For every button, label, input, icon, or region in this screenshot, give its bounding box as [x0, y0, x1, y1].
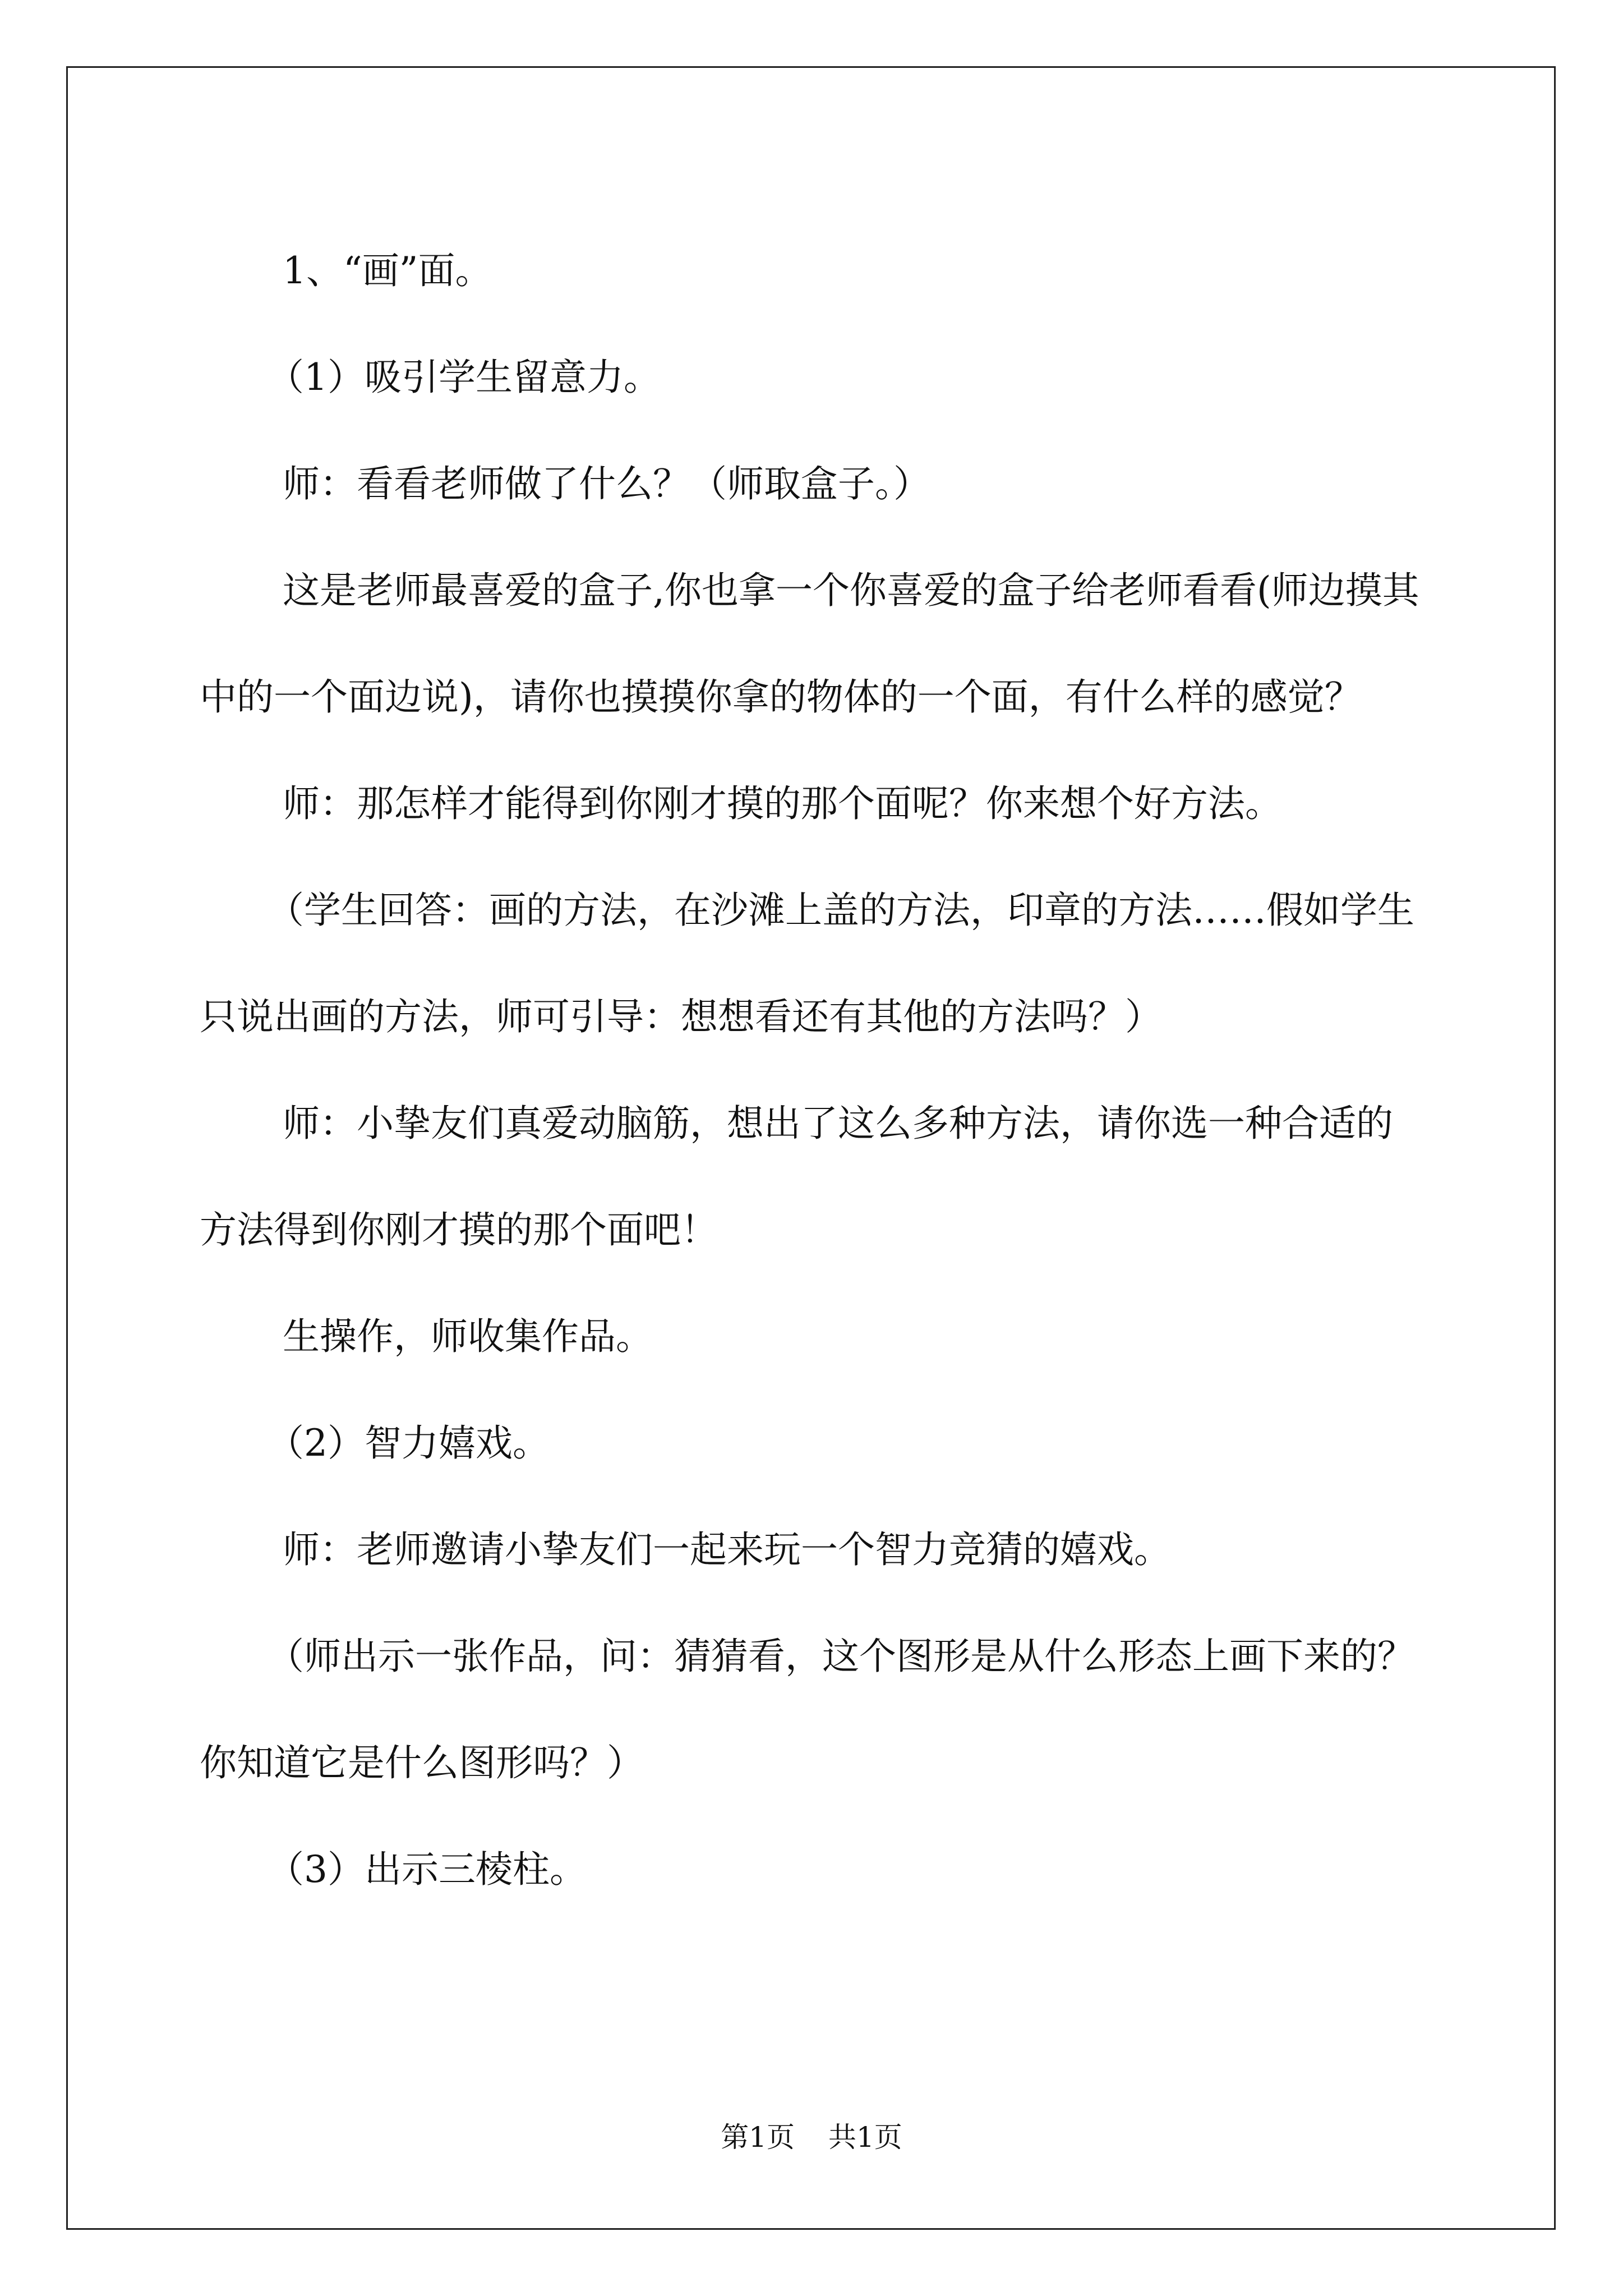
- paragraph: 师：小挚友们真爱动脑筋，想出了这么多种方法，请你选一种合适的方法得到你刚才摸的那个面吧！: [200, 1102, 1393, 1251]
- paragraph: （学生回答：画的方法，在沙滩上盖的方法，印章的方法……假如学生只说出画的方法，师可引导：想想看还有其他的方法吗？）: [200, 889, 1414, 1038]
- paragraph: 这是老师最喜爱的盒子,你也拿一个你喜爱的盒子给老师看看(师边摸其中的一个面边说)，请你也摸摸你拿的物体的一个面，有什么样的感觉？: [200, 569, 1419, 719]
- page-footer: [0, 2120, 1623, 2154]
- page-total: 共1页: [828, 2121, 902, 2154]
- paragraph-heading: 1、“画”面。: [283, 249, 492, 292]
- paragraph-subheading: （2）智力嬉戏。: [267, 1421, 550, 1465]
- paragraph: 师：老师邀请小挚友们一起来玩一个智力竞猜的嬉戏。: [283, 1528, 1171, 1571]
- page-number: 第1页: [721, 2121, 795, 2154]
- paragraph: （师出示一张作品，问：猜猜看，这个图形是从什么形态上画下来的？你知道它是什么图形吗？）: [200, 1635, 1414, 1784]
- paragraph: 生操作，师收集作品。: [283, 1315, 653, 1358]
- document-body: [200, 218, 1428, 1923]
- paragraph: 师：那怎样才能得到你刚才摸的那个面呢？你来想个好方法。: [283, 782, 1282, 825]
- paragraph-subheading: （3）出示三棱柱。: [267, 1848, 587, 1891]
- paragraph: 师：看看老师做了什么？（师取盒子。）: [283, 462, 930, 505]
- paragraph-subheading: （1）吸引学生留意力。: [267, 356, 661, 399]
